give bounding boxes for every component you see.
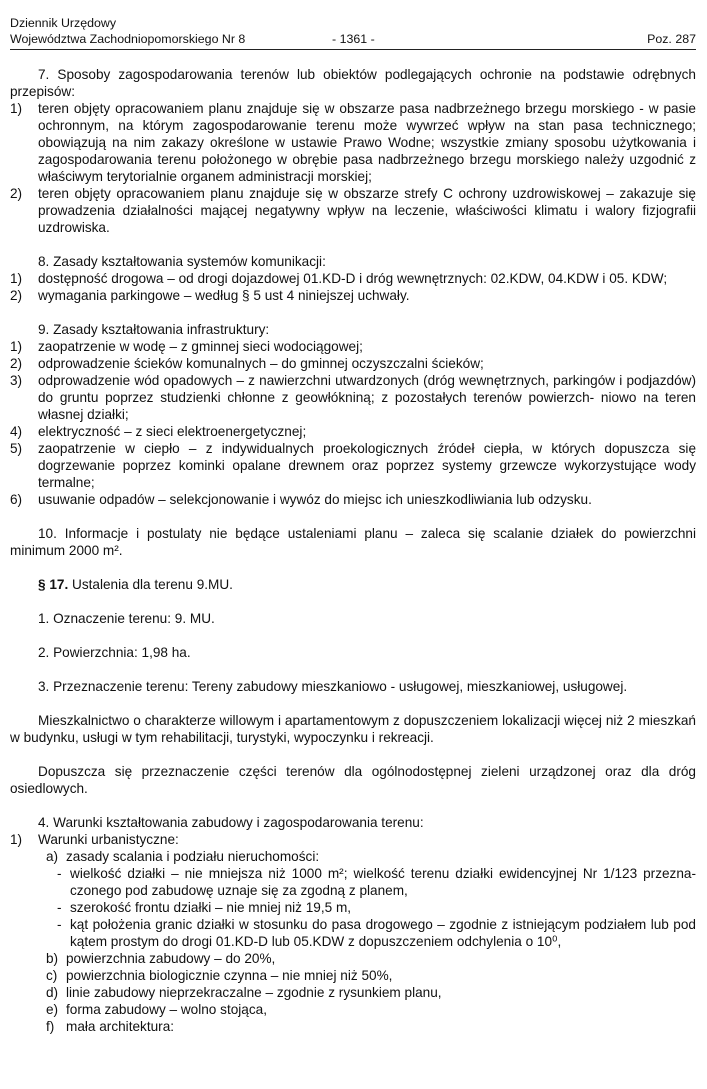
list-text: odprowadzenie ścieków komunalnych – do gminnej oczyszczalni ścieków; [38,356,484,371]
section-8-title: 8. Zasady kształtowania systemów komunikacji: [38,254,326,269]
list-number: 5) [10,441,23,456]
list-item [10,338,696,355]
sub-item-mark: a) [46,849,59,864]
allowance-paragraph: Dopuszcza się przeznaczenie części terenów dla ogólnodostępnej zieleni urządzonej oraz dla dróg osiedlowych. [10,764,696,796]
list-text: dostępność drogowa – od drogi dojazdowej 01.KD-D i dróg wewnętrznych: 02.KDW, 04.KDW i 05. KDW; [38,271,668,286]
list-text: teren objęty opracowaniem planu znajduje się w obszarze strefy C ochrony uzdrowiskowej – zakazuje się prowadzenia działalności mającej negatywny wpływ na leczenie, właściwości klimatu i walory fizjografii uzdrowiska. [38,186,696,235]
list-text: wymagania parkingowe – według § 5 ust 4 niniejszej uchwały. [38,288,410,303]
sub-item-mark: f) [46,1019,55,1034]
sub-item-text: forma zabudowy – wolno stojąca, [66,1002,267,1017]
list-text: elektryczność – z sieci elektroenergetycznej; [38,424,307,439]
list-item [10,355,696,372]
dash-mark: - [57,900,62,915]
list-item [10,185,696,236]
dash-text: wielkość działki – nie mniejsza niż 1000 m²; wielkość terenu działki ewidencyjnej Nr 1/123 przezna- czonego pod zabudowę uznaje się za zgodną z planem, [70,866,696,898]
section-9-title: 9. Zasady kształtowania infrastruktury: [38,322,270,337]
sub-item-text: powierzchnia biologicznie czynna – nie mniej niż 50%, [66,968,393,983]
dash-text: szerokość frontu działki – nie mniej niż 19,5 m, [70,900,352,915]
list-item [10,440,696,491]
document-body [10,66,696,1035]
sub-item-text: mała architektura: [66,1019,175,1034]
position-number: Poz. 287 [647,31,696,46]
section-10-text: 10. Informacje i postulaty nie będące ustaleniami planu – zaleca się scalanie działek do powierzchni minimum 2000 m². [10,526,696,558]
list-item [10,372,696,423]
header-divider [10,49,696,50]
list-item [10,270,696,287]
dash-item [10,899,696,916]
list-number: 1) [10,271,23,286]
page-number: - 1361 - [332,31,375,46]
list-number: 1) [10,101,23,116]
page-header [10,16,696,50]
dash-mark: - [57,866,62,881]
journal-title-line1: Dziennik Urzędowy [10,16,117,30]
list-text: zaopatrzenie w wodę – z gminnej sieci wodociągowej; [38,339,363,354]
dash-item [10,865,696,899]
list-item [10,423,696,440]
sub-item [10,950,696,967]
sub-item-mark: e) [46,1002,59,1017]
list-text: teren objęty opracowaniem planu znajduje się w obszarze pasa nadbrzeżnego brzegu morskiego - w pasie ochronnym, na którym zagospodarowanie terenu może wywrzeć wpływ na stan pasa technicznego; obowiązują na nim zakazy określone w ustawie Prawo Wodne; wszystkie zmiany sposobu użytkowania i zagospodarowania terenu położonego w obrębie pasa nadbrzeżnego brzegu morskiego należy uzgodnić z właściwym terytorialnie organem administracji morskiej; [38,101,696,184]
journal-title-line2: Województwa Zachodniopomorskiego Nr 8 [10,31,246,46]
dash-mark: - [57,917,62,932]
list-number: 2) [10,356,23,371]
sub-item [10,848,696,865]
terrain-designation: 1. Oznaczenie terenu: 9. MU. [38,611,215,626]
sub-item [10,1001,696,1018]
list-item [10,831,696,848]
section-4-title: 4. Warunki kształtowania zabudowy i zagospodarowania terenu: [38,815,424,830]
sub-item-mark: c) [46,968,58,983]
sub-item [10,984,696,1001]
section-7-title: 7. Sposoby zagospodarowania terenów lub obiektów podlegających ochronie na podstawie odrębnych przepisów: [10,67,696,99]
sub-item-text: linie zabudowy nieprzekraczalne – zgodnie z rysunkiem planu, [66,985,442,1000]
list-number: 6) [10,492,23,507]
paragraph-17-heading [10,576,696,593]
list-number: 1) [10,832,23,847]
list-item [10,287,696,304]
list-number: 2) [10,288,23,303]
sub-item [10,967,696,984]
list-number: 2) [10,186,23,201]
sub-item-mark: d) [46,985,59,1000]
dash-item [10,916,696,950]
paragraph-symbol: § 17. [38,577,69,592]
terrain-area: 2. Powierzchnia: 1,98 ha. [38,645,191,660]
list-text: Warunki urbanistyczne: [38,832,179,847]
list-text: odprowadzenie wód opadowych – z nawierzchni utwardzonych (dróg wewnętrznych, parkingów i podjazdów) do gruntu poprzez studzienki chłonne z geowłókniną; z pozostałych terenów powierzch- niowo na teren własnej działki; [38,373,696,422]
paragraph-17-title: Ustalenia dla terenu 9.MU. [68,577,233,592]
list-text: usuwanie odpadów – selekcjonowanie i wywóz do miejsc ich unieszkodliwiania lub odzysku. [38,492,592,507]
journal-title [10,16,245,47]
list-number: 1) [10,339,23,354]
list-item [10,100,696,185]
list-item [10,491,696,508]
sub-item [10,1018,696,1035]
list-text: zaopatrzenie w ciepło – z indywidualnych proekologicznych źródeł ciepła, w których dopuszcza się dogrzewanie poprzez kominki opalane drewnem oraz poprzez systemy grzewcze wykorzystujące wody termalne; [38,441,696,490]
list-number: 3) [10,373,23,388]
terrain-purpose: 3. Przeznaczenie terenu: Tereny zabudowy mieszkaniowo - usługowej, mieszkaniowej, usługowej. [38,679,628,694]
sub-item-text: powierzchnia zabudowy – do 20%, [66,951,276,966]
sub-item-text: zasady scalania i podziału nieruchomości: [66,849,320,864]
sub-item-mark: b) [46,951,59,966]
dash-text: kąt położenia granic działki w stosunku do pasa drogowego – zgodnie z istniejącym podziałem lub pod kątem prostym do drogi 01.KD-D lub 05.KDW z dopuszczeniem odchylenia o 10⁰, [70,917,696,949]
list-number: 4) [10,424,23,439]
housing-paragraph: Mieszkalnictwo o charakterze willowym i apartamentowym z dopuszczeniem lokalizacji więcej niż 2 mieszkań w budynku, usługi w tym rehabilitacji, turystyki, wypoczynku i rekreacji. [10,713,696,745]
